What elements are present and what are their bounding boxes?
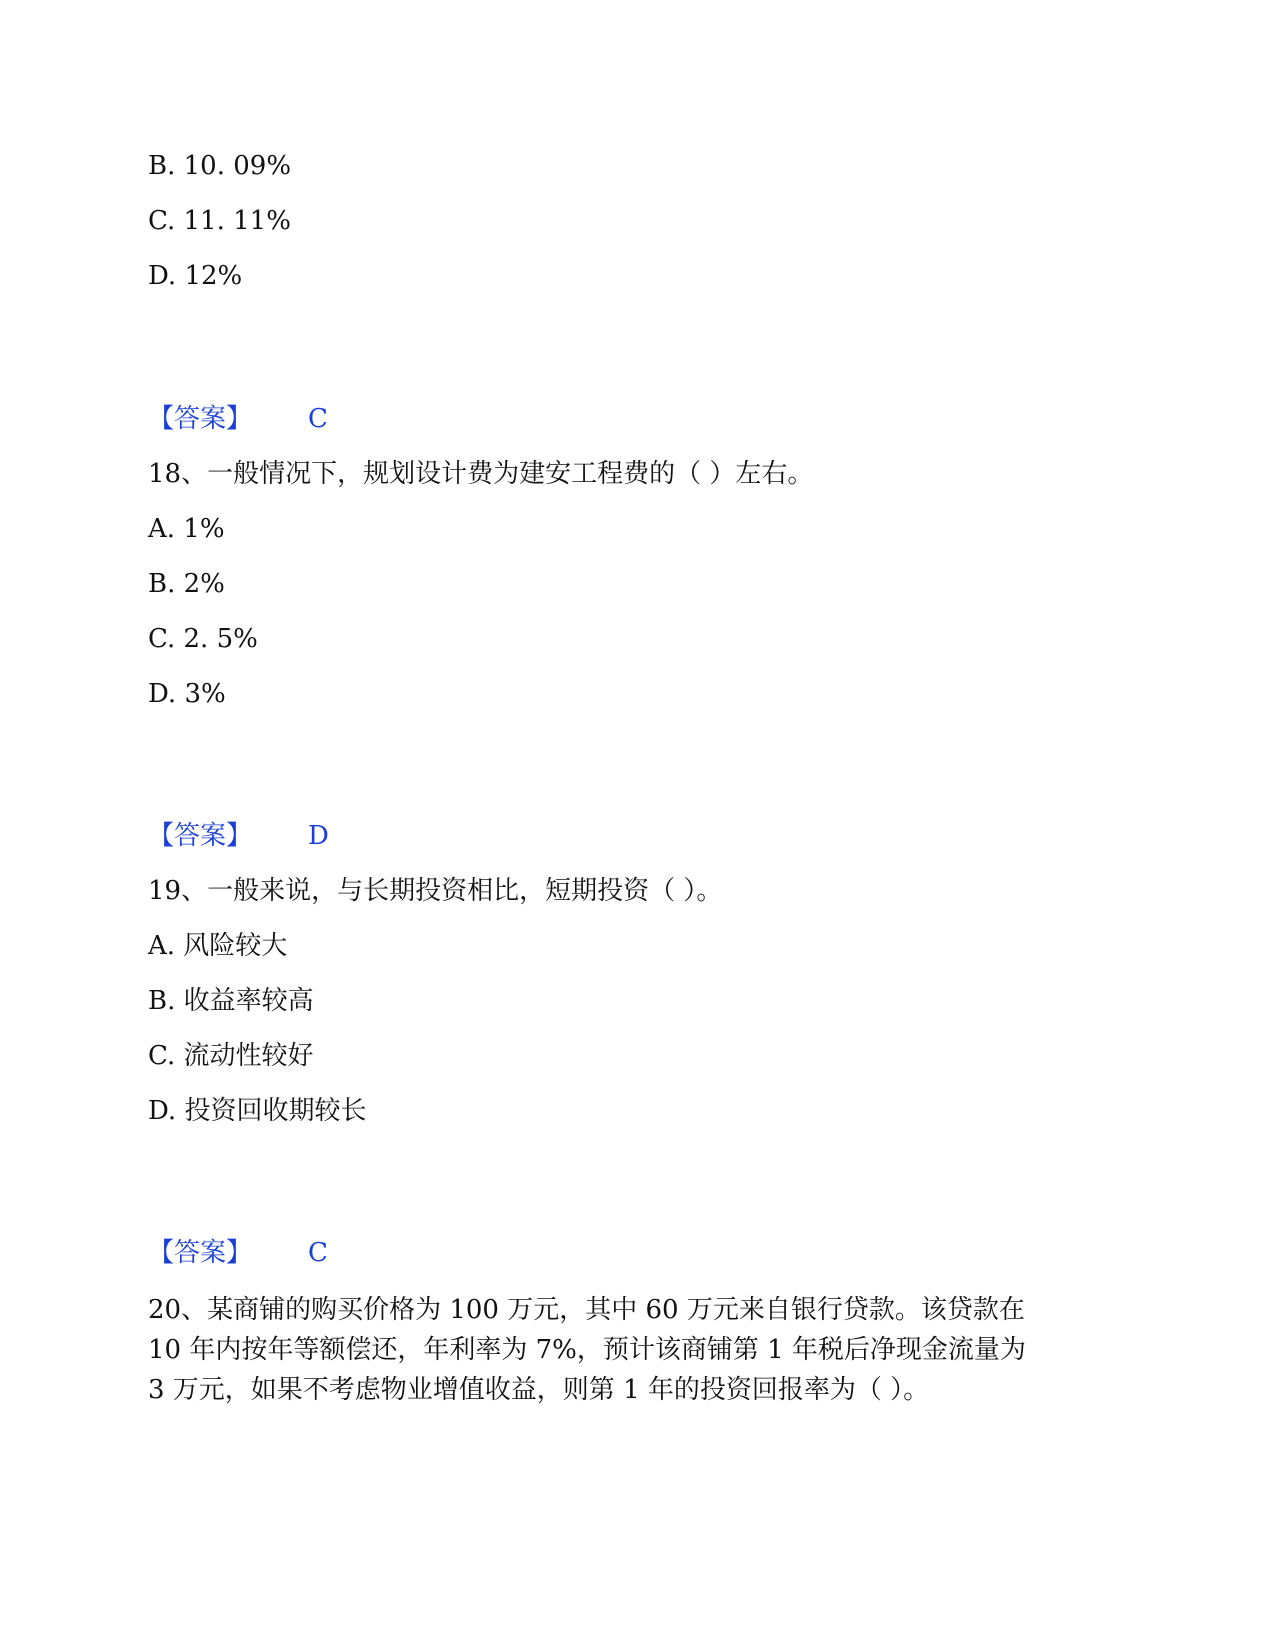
q18-option-a: A. 1% [148,514,225,544]
answer-label: 【答案】 [148,821,253,851]
q18-option-c: C. 2. 5% [148,624,258,654]
option-d-prev: D. 12% [148,261,243,291]
q19-option-c: C. 流动性较好 [148,1041,314,1071]
q18-option-b: B. 2% [148,569,225,599]
answer-value: C [308,404,328,434]
answer-19 [148,1235,328,1271]
answer-value: D [308,821,329,851]
q18-option-d: D. 3% [148,679,226,709]
answer-value: C [308,1238,328,1268]
answer-label: 【答案】 [148,1238,253,1268]
q19-option-d: D. 投资回收期较长 [148,1096,367,1126]
answer-17 [148,401,328,437]
question-19-stem: 19、一般来说，与长期投资相比，短期投资（ ）。 [148,876,723,906]
q19-option-b: B. 收益率较高 [148,986,314,1016]
question-20-line-3: 3 万元，如果不考虑物业增值收益，则第 1 年的投资回报率为（ ）。 [148,1375,930,1405]
answer-label: 【答案】 [148,404,253,434]
option-b-prev: B. 10. 09% [148,151,292,181]
option-c-prev: C. 11. 11% [148,206,291,236]
question-18-stem: 18、一般情况下，规划设计费为建安工程费的（ ）左右。 [148,459,814,489]
q19-option-a: A. 风险较大 [148,931,288,961]
question-20-line-1: 20、某商铺的购买价格为 100 万元，其中 60 万元来自银行贷款。该贷款在 [148,1295,1025,1325]
answer-18 [148,818,329,854]
question-20-line-2: 10 年内按年等额偿还，年利率为 7%，预计该商铺第 1 年税后净现金流量为 [148,1335,1026,1365]
